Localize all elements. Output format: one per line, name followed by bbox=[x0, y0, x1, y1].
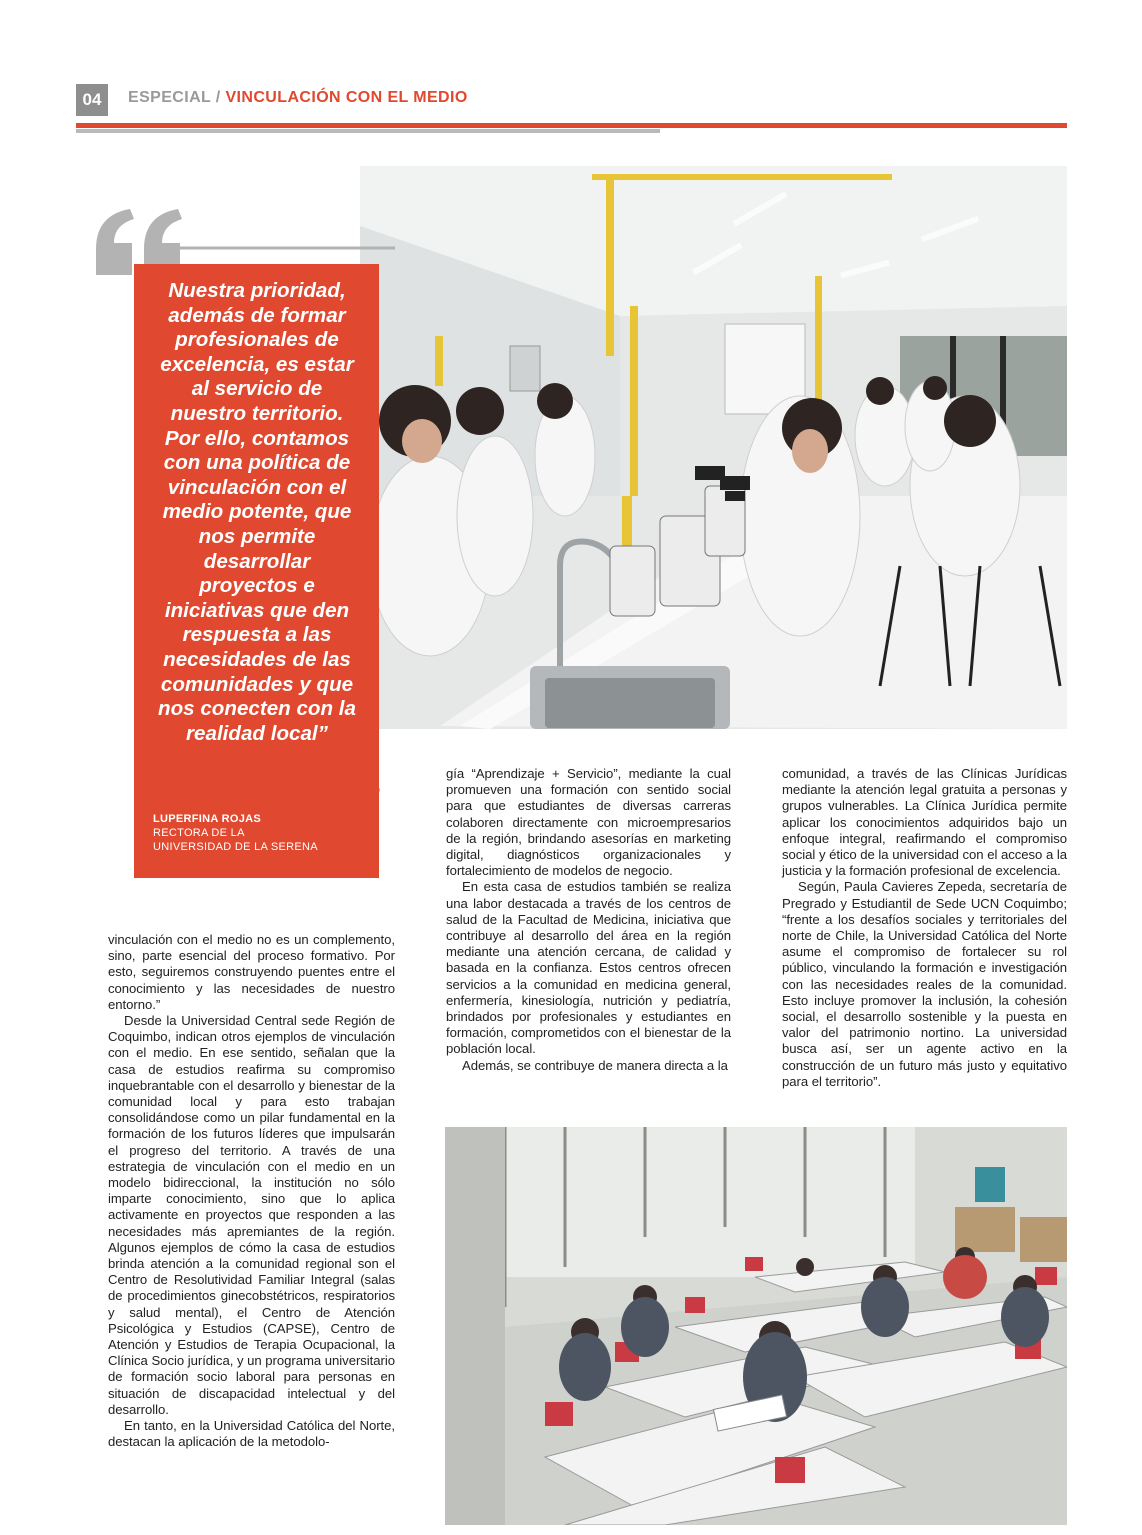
pull-quote: Nuestra prioridad, además de formar profesionales de excelencia, es estar al servicio de nuestro territorio. Por ello, contamos con una política de vinculación con el medio potente, que nos permite desarrollar proyectos e iniciativas que den respuesta a las necesidades de las comunidades y que nos conecten con la realidad local” bbox=[158, 279, 356, 745]
library-photo-illustration bbox=[445, 1127, 1067, 1525]
lab-photo bbox=[360, 166, 1067, 729]
paragraph: En esta casa de estudios también se realiza una labor destacada a través de los centros de salud de la Facultad de Medicina, iniciativa que contribuye al desarrollo del área en la región mediante una atención cercana, de calidad y basada en la confianza. Estos centros ofrecen servicios a la comunidad en medicina general, enfermería, kinesiología, nutrición y pediatría, brindados por profesionales y estudiantes en formación, comprometidos con el bienestar de la población local. bbox=[446, 879, 731, 1057]
article-column-2 bbox=[446, 766, 731, 1074]
paragraph: gía “Aprendizaje + Servicio”, mediante la cual promueven una formación con sentido social para que estudiantes de diversas carreras colaboren directamente con microempresarios de la región, brindando asesorías en marketing digital, diagnósticos organizacionales y fortalecimiento de modelos de negocio. bbox=[446, 766, 731, 879]
article-column-1 bbox=[108, 932, 395, 1451]
article-column-3 bbox=[782, 766, 1067, 1090]
paragraph: vinculación con el medio no es un complemento, sino, parte esencial del proceso formativo. Por esto, seguiremos construyendo puentes entre el conocimiento y las necesidades de nuestro entorno.” bbox=[108, 932, 395, 1012]
header-rule-grey bbox=[76, 129, 660, 133]
lab-photo-illustration bbox=[360, 166, 1067, 729]
paragraph: Desde la Universidad Central sede Región de Coquimbo, indican otros ejemplos de vinculación con el medio. En ese sentido, señalan que la casa de estudios reafirma su compromiso inquebrantable con el desarrollo y bienestar de la comunidad local y para esto trabajan consolidándose como un pilar fundamental en la formación de los futuros líderes que impulsarán el progreso del territorio. A través de una estrategia de vinculación con el medio en un modelo bidireccional, la institución no sólo imparte conocimiento, sino que lo aplica activamente en proyectos que responden a las necesidades más apremiantes de la región. Algunos ejemplos de cómo la casa de estudios brinda atención a la comunidad regional son el Centro de Resolutividad Familiar Integral (salas de procedimientos ginecobstétricos, respiratorios y salud mental), el Centro de Atención Psicológica y Estudios (CAPSE), Centro de Atención y Estudios de Terapia Ocupacional, la Clínica Socio jurídica, y un programa universitario de formación socio laboral para personas en situación de discapacidad intelectual y del desarrollo. bbox=[108, 1013, 395, 1417]
page-number: 04 bbox=[76, 84, 108, 116]
library-photo bbox=[445, 1127, 1067, 1525]
quote-author-institution: UNIVERSIDAD DE LA SERENA bbox=[153, 841, 318, 853]
header-rule-red bbox=[76, 123, 1067, 128]
quote-author: LUPERFINA ROJAS bbox=[153, 813, 261, 825]
paragraph: Según, Paula Cavieres Zepeda, secretaría de Pregrado y Estudiantil de Sede UCN Coquimbo; “frente a los desafíos sociales y territoriales del norte de Chile, la Universidad Católica del Norte asume el compromiso de fortalecer su rol público, vinculando la formación e investigación con las necesidades reales de la comunidad. Esto incluye promover la inclusión, la cohesión social, el desarrollo sostenible y la puesta en valor del patrimonio nortino. La universidad busca así, ser un agente activo en la construcción de un futuro más justo y equitativo para el territorio”. bbox=[782, 879, 1067, 1089]
paragraph: En tanto, en la Universidad Católica del Norte, destacan la aplicación de la metodolo- bbox=[108, 1418, 395, 1450]
section-separator: / bbox=[210, 89, 226, 106]
section-heading bbox=[128, 89, 468, 107]
paragraph: comunidad, a través de las Clínicas Jurídicas mediante la atención legal gratuita a personas y grupos vulnerables. La Clínica Jurídica permite aplicar los conocimientos adquiridos bajo un enfoque integral, reafirmando el compromiso social y ético de la universidad con el acceso a la justicia y la formación profesional de excelencia. bbox=[782, 766, 1067, 879]
subsection-label: VINCULACIÓN CON EL MEDIO bbox=[225, 89, 468, 106]
paragraph: Además, se contribuye de manera directa a la bbox=[462, 1057, 728, 1073]
section-label: ESPECIAL bbox=[128, 89, 211, 106]
quote-author-role: RECTORA DE LA bbox=[153, 827, 245, 839]
